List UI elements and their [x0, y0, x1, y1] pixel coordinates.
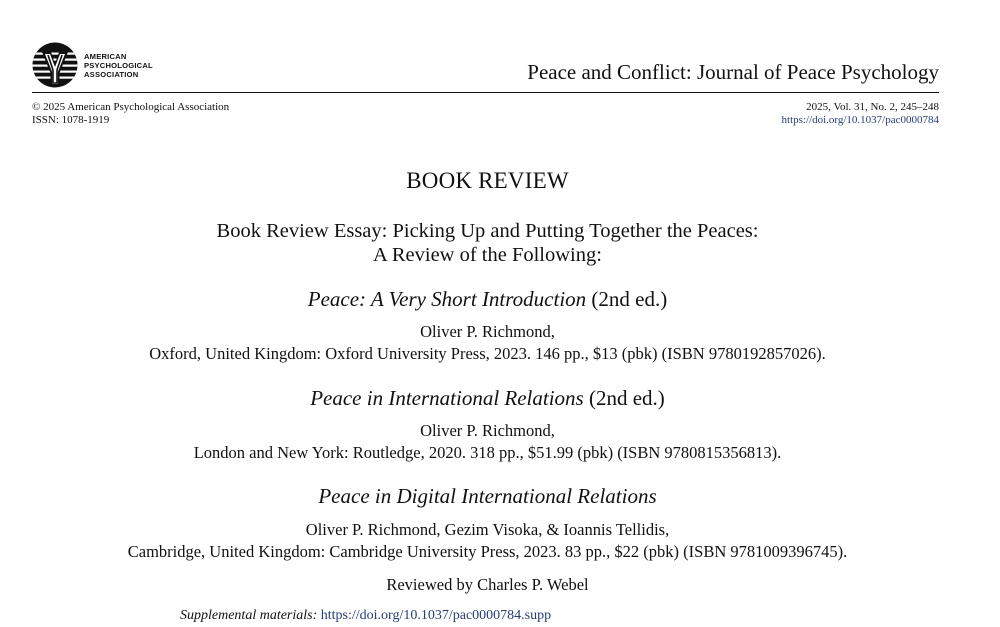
essay-title — [0, 219, 975, 267]
book-edition: (2nd ed.) — [583, 386, 665, 410]
book-authors: Oliver P. Richmond, — [420, 322, 555, 341]
book-title-text: Peace: A Very Short Introduction — [307, 287, 587, 311]
journal-title: Peace and Conflict: Journal of Peace Psychology — [527, 60, 939, 84]
supplemental-materials — [180, 608, 551, 624]
book-authors: Oliver P. Richmond, — [420, 421, 555, 440]
publisher-name-line: ASSOCIATION — [84, 70, 139, 79]
publisher-name-line: AMERICAN — [84, 52, 127, 61]
publisher-name — [84, 52, 153, 79]
book-authors: Oliver P. Richmond, Gezim Visoka, & Ioannis Tellidis, — [305, 520, 670, 539]
citation-text: 2025, Vol. 31, No. 2, 245–248 — [806, 101, 939, 113]
book-title-text: Peace in Digital International Relations — [318, 484, 657, 508]
book-publication: Cambridge, United Kingdom: Cambridge University Press, 2023. 83 pp., $22 (pbk) (ISBN 9781009396745). — [127, 542, 848, 561]
supplemental-link[interactable]: https://doi.org/10.1037/pac0000784.supp — [320, 608, 552, 623]
section-heading: BOOK REVIEW — [406, 168, 569, 193]
book-title — [0, 287, 975, 312]
reviewer-line: Reviewed by Charles P. Webel — [386, 575, 589, 594]
book-edition: (2nd ed.) — [586, 287, 668, 311]
issn-text: ISSN: 1078-1919 — [32, 113, 110, 126]
doi-link[interactable]: https://doi.org/10.1037/pac0000784 — [781, 113, 939, 126]
book-title — [0, 484, 975, 509]
essay-title-line: A Review of the Following: — [373, 244, 602, 266]
book-title-text: Peace in International Relations — [310, 386, 584, 410]
essay-title-line: Book Review Essay: Picking Up and Putting Together the Peaces: — [216, 220, 759, 242]
book-title — [0, 386, 975, 411]
supplemental-label: Supplemental materials: — [180, 608, 318, 623]
apa-logo-icon — [32, 42, 78, 88]
copyright-text: © 2025 American Psychological Association — [32, 101, 230, 113]
book-publication: Oxford, United Kingdom: Oxford University Press, 2023. 146 pp., $13 (pbk) (ISBN 9780192857026). — [149, 344, 826, 363]
header-divider — [32, 92, 939, 93]
copyright-block — [32, 101, 229, 126]
citation-block — [782, 101, 939, 126]
publisher-name-line: PSYCHOLOGICAL — [84, 61, 153, 70]
book-publication: London and New York: Routledge, 2020. 318 pp., $51.99 (pbk) (ISBN 9780815356813). — [193, 443, 782, 462]
